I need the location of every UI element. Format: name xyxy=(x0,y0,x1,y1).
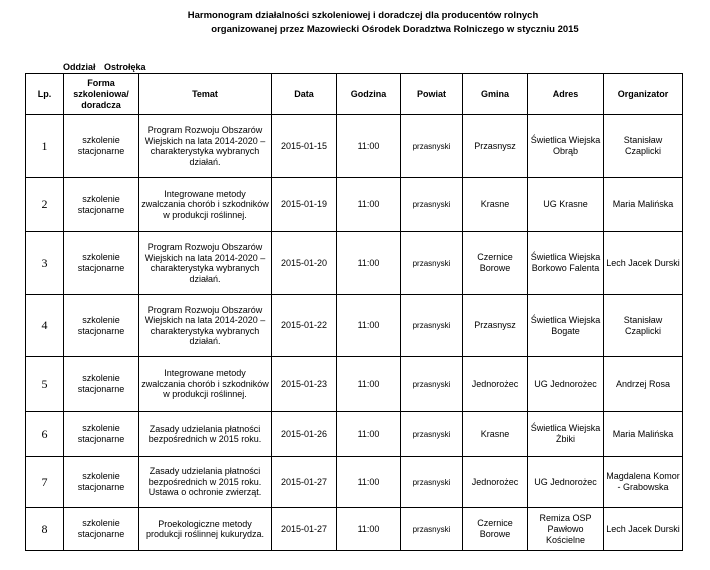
cell-time: 11:00 xyxy=(337,232,401,295)
cell-date: 2015-01-20 xyxy=(272,232,337,295)
cell-date: 2015-01-15 xyxy=(272,115,337,178)
cell-commune: Jednorożec xyxy=(463,357,528,412)
cell-topic: Program Rozwoju Obszarów Wiejskich na lata 2014-2020 – charakterystyka wybranych działań. xyxy=(139,232,272,295)
cell-address: Świetlica Wiejska Obrąb xyxy=(528,115,604,178)
cell-organizer: Magdalena Komor - Grabowska xyxy=(604,457,683,508)
cell-form: szkolenie stacjonarne xyxy=(64,295,139,357)
cell-date: 2015-01-27 xyxy=(272,508,337,551)
cell-topic: Integrowane metody zwalczania chorób i szkodników w produkcji roślinnej. xyxy=(139,357,272,412)
cell-organizer: Maria Malińska xyxy=(604,412,683,457)
cell-date: 2015-01-22 xyxy=(272,295,337,357)
cell-lp: 1 xyxy=(26,115,64,178)
cell-form: szkolenie stacjonarne xyxy=(64,508,139,551)
cell-commune: Jednorożec xyxy=(463,457,528,508)
cell-lp: 8 xyxy=(26,508,64,551)
table-row xyxy=(26,508,683,551)
cell-commune: Czernice Borowe xyxy=(463,232,528,295)
cell-organizer: Stanisław Czaplicki xyxy=(604,295,683,357)
cell-county: przasnyski xyxy=(401,357,463,412)
department-name: Ostrołęka xyxy=(104,62,146,72)
cell-time: 11:00 xyxy=(337,508,401,551)
cell-lp: 7 xyxy=(26,457,64,508)
table-header-row xyxy=(26,74,683,115)
cell-topic: Integrowane metody zwalczania chorób i szkodników w produkcji roślinnej. xyxy=(139,178,272,232)
cell-time: 11:00 xyxy=(337,115,401,178)
cell-address: Świetlica Wiejska Borkowo Falenta xyxy=(528,232,604,295)
column-header-address: Adres xyxy=(528,74,604,115)
cell-commune: Czernice Borowe xyxy=(463,508,528,551)
cell-county: przasnyski xyxy=(401,178,463,232)
cell-county: przasnyski xyxy=(401,508,463,551)
cell-county: przasnyski xyxy=(401,457,463,508)
cell-topic: Program Rozwoju Obszarów Wiejskich na lata 2014-2020 – charakterystyka wybranych działań. xyxy=(139,115,272,178)
column-header-lp: Lp. xyxy=(26,74,64,115)
department-label: Oddział xyxy=(63,62,96,72)
cell-county: przasnyski xyxy=(401,115,463,178)
cell-lp: 3 xyxy=(26,232,64,295)
cell-topic: Proekologiczne metody produkcji roślinnej kukurydza. xyxy=(139,508,272,551)
department-heading xyxy=(63,62,146,72)
cell-address: UG Jednorożec xyxy=(528,357,604,412)
cell-date: 2015-01-27 xyxy=(272,457,337,508)
column-header-commune: Gmina xyxy=(463,74,528,115)
table-row xyxy=(26,412,683,457)
cell-address: Świetlica Wiejska Żbiki xyxy=(528,412,604,457)
cell-form: szkolenie stacjonarne xyxy=(64,178,139,232)
cell-address: UG Jednorożec xyxy=(528,457,604,508)
cell-date: 2015-01-23 xyxy=(272,357,337,412)
cell-time: 11:00 xyxy=(337,295,401,357)
cell-form: szkolenie stacjonarne xyxy=(64,357,139,412)
cell-lp: 2 xyxy=(26,178,64,232)
column-header-county: Powiat xyxy=(401,74,463,115)
cell-topic: Program Rozwoju Obszarów Wiejskich na lata 2014-2020 – charakterystyka wybranych działań. xyxy=(139,295,272,357)
schedule-table xyxy=(25,73,683,551)
cell-organizer: Lech Jacek Durski xyxy=(604,232,683,295)
cell-topic: Zasady udzielania płatności bezpośrednich w 2015 roku. Ustawa o ochronie zwierząt. xyxy=(139,457,272,508)
cell-form: szkolenie stacjonarne xyxy=(64,457,139,508)
cell-organizer: Andrzej Rosa xyxy=(604,357,683,412)
cell-form: szkolenie stacjonarne xyxy=(64,232,139,295)
cell-lp: 5 xyxy=(26,357,64,412)
cell-organizer: Maria Malińska xyxy=(604,178,683,232)
cell-commune: Krasne xyxy=(463,412,528,457)
table-row xyxy=(26,357,683,412)
table-row xyxy=(26,295,683,357)
table-row xyxy=(26,115,683,178)
cell-time: 11:00 xyxy=(337,457,401,508)
cell-address: Remiza OSP Pawłowo Kościelne xyxy=(528,508,604,551)
cell-date: 2015-01-19 xyxy=(272,178,337,232)
cell-commune: Przasnysz xyxy=(463,115,528,178)
cell-lp: 6 xyxy=(26,412,64,457)
cell-county: przasnyski xyxy=(401,232,463,295)
cell-topic: Zasady udzielania płatności bezpośrednich w 2015 roku. xyxy=(139,412,272,457)
table-row xyxy=(26,457,683,508)
column-header-date: Data xyxy=(272,74,337,115)
cell-time: 11:00 xyxy=(337,412,401,457)
cell-county: przasnyski xyxy=(401,412,463,457)
cell-address: UG Krasne xyxy=(528,178,604,232)
column-header-organizer: Organizator xyxy=(604,74,683,115)
cell-lp: 4 xyxy=(26,295,64,357)
column-header-topic: Temat xyxy=(139,74,272,115)
cell-form: szkolenie stacjonarne xyxy=(64,115,139,178)
cell-county: przasnyski xyxy=(401,295,463,357)
cell-time: 11:00 xyxy=(337,178,401,232)
column-header-time: Godzina xyxy=(337,74,401,115)
table-row xyxy=(26,232,683,295)
cell-commune: Krasne xyxy=(463,178,528,232)
cell-time: 11:00 xyxy=(337,357,401,412)
cell-form: szkolenie stacjonarne xyxy=(64,412,139,457)
cell-organizer: Lech Jacek Durski xyxy=(604,508,683,551)
cell-organizer: Stanisław Czaplicki xyxy=(604,115,683,178)
column-header-form: Forma szkoleniowa/ doradcza xyxy=(64,74,139,115)
document-title-line-2: organizowanej przez Mazowiecki Ośrodek Doradztwa Rolniczego w styczniu 2015 xyxy=(211,24,579,35)
document-title-line-1: Harmonogram działalności szkoleniowej i doradczej dla producentów rolnych xyxy=(187,10,539,21)
cell-commune: Przasnysz xyxy=(463,295,528,357)
cell-address: Świetlica Wiejska Bogate xyxy=(528,295,604,357)
cell-date: 2015-01-26 xyxy=(272,412,337,457)
table-row xyxy=(26,178,683,232)
